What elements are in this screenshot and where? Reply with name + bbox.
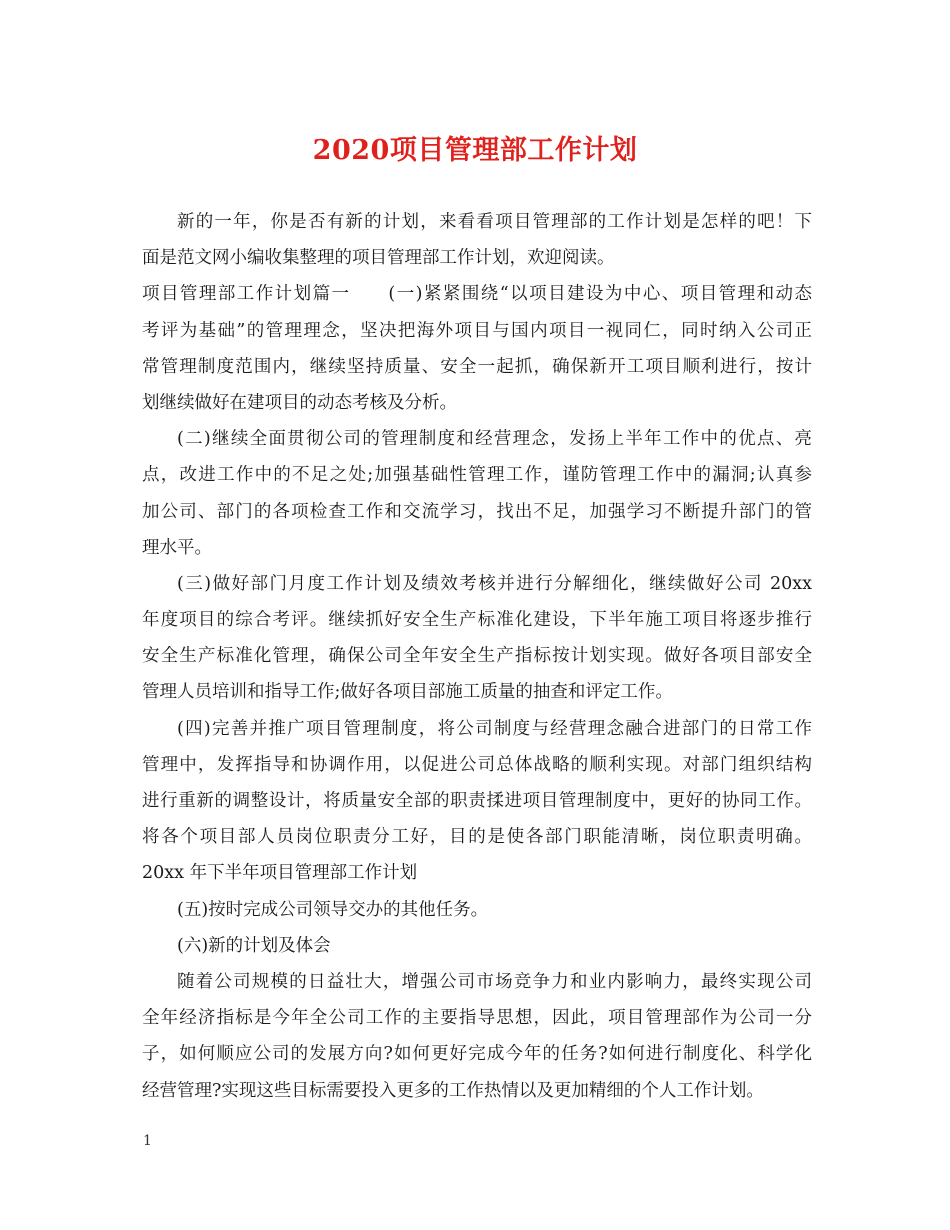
text-line: (四)完善并推广项目管理制度，将公司制度与经营理念融合进部门的日常工作 — [177, 718, 812, 739]
text-line: 考评为基础”的管理理念，坚决把海外项目与国内项目一视同仁，同时纳入公司正 — [142, 320, 812, 341]
text-line: 加公司、部门的各项检查工作和交流学习，找出不足，加强学习不断提升部门的管 — [142, 501, 812, 522]
text-line: 新的一年，你是否有新的计划，来看看项目管理部的工作计划是怎样的吧！下 — [177, 212, 812, 232]
text-line: 全年经济指标是今年全公司工作的主要指导思想，因此，项目管理部作为公司一分 — [142, 1008, 812, 1029]
text-line: 年度项目的综合考评。继续抓好安全生产标准化建设，下半年施工项目将逐步推行 — [142, 610, 812, 631]
text-line: 管理中，发挥指导和协调作用，以促进公司总体战略的顺利实现。对部门组织结构 — [142, 754, 812, 775]
text-line: 理水平。 — [142, 537, 212, 558]
text-line: 进行重新的调整设计，将质量安全部的职责揉进项目管理制度中，更好的协同工作。 — [142, 791, 812, 811]
text-line: 将各个项目部人员岗位职责分工好，目的是使各部门职能清晰，岗位职责明确。 — [142, 827, 812, 848]
text-line: (五)按时完成公司领导交办的其他任务。 — [177, 899, 489, 920]
text-line: 管理人员培训和指导工作;做好各项目部施工质量的抽查和评定工作。 — [142, 682, 673, 703]
text-line: 面是范文网小编收集整理的项目管理部工作计划，欢迎阅读。 — [142, 248, 615, 269]
text-line: (六)新的计划及体会 — [177, 935, 331, 956]
text-line: 经营管理?实现这些目标需要投入更多的工作热情以及更加精细的个人工作计划。 — [142, 1080, 764, 1101]
page-number: 1 — [143, 1133, 152, 1149]
text-line: (二)继续全面贯彻公司的管理制度和经营理念，发扬上半年工作中的优点、亮 — [177, 429, 812, 450]
text-line: 常管理制度范围内，继续坚持质量、安全一起抓，确保新开工项目顺利进行，按计 — [142, 356, 812, 377]
text-line: 安全生产标准化管理，确保公司全年安全生产指标按计划实现。做好各项目部安全 — [142, 646, 812, 667]
text-line: 20xx 年下半年项目管理部工作计划 — [142, 863, 418, 884]
document-title: 2020项目管理部工作计划 — [312, 135, 638, 166]
text-line: 随着公司规模的日益壮大，增强公司市场竞争力和业内影响力，最终实现公司 — [177, 971, 812, 992]
text-line: 点，改进工作中的不足之处;加强基础性管理工作，谨防管理工作中的漏洞;认真参 — [142, 465, 812, 486]
text-line: (三)做好部门月度工作计划及绩效考核并进行分解细化，继续做好公司 20xx — [177, 573, 812, 594]
text-line: 划继续做好在建项目的动态考核及分析。 — [142, 392, 457, 413]
document-body — [142, 204, 812, 1109]
text-line: 子，如何顺应公司的发展方向?如何更好完成今年的任务?如何进行制度化、科学化 — [142, 1044, 812, 1065]
text-line: 项目管理部工作计划篇一 (一)紧紧围绕“以项目建设为中心、项目管理和动态 — [142, 284, 812, 305]
